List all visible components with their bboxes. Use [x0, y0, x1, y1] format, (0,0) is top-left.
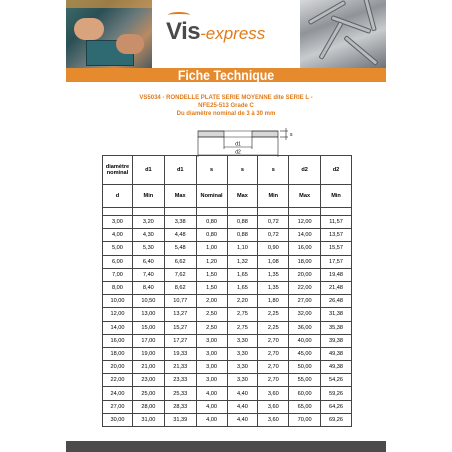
table-cell: 25,33 [164, 387, 196, 400]
header-photo-hands [66, 0, 152, 68]
table-cell: 5,00 [103, 242, 133, 255]
table-cell: 2,70 [258, 361, 289, 374]
table-cell: 4,48 [164, 229, 196, 242]
table-cell: 16,00 [103, 334, 133, 347]
table-cell: 20,00 [289, 268, 321, 281]
table-row [103, 321, 352, 334]
col-header-nominal: diamètre nominal [103, 156, 133, 185]
table-cell: 1,35 [258, 268, 289, 281]
table-cell: 22,00 [103, 374, 133, 387]
table-row [103, 229, 352, 242]
table-row [103, 308, 352, 321]
table-cell: 4,00 [103, 229, 133, 242]
screw-icon [343, 35, 378, 66]
table-cell: 16,00 [289, 242, 321, 255]
table-cell: 19,48 [321, 268, 352, 281]
table-cell: 3,30 [227, 361, 258, 374]
table-cell: 3,30 [227, 347, 258, 360]
table-cell: 8,62 [164, 281, 196, 294]
datasheet-page [66, 0, 386, 452]
table-row [103, 255, 352, 268]
table-cell: 31,00 [132, 413, 164, 426]
product-title-line1: VS5034 - RONDELLE PLATE SERIE MOYENNE dite SERIE L - [139, 95, 313, 101]
table-cell: 69,26 [321, 413, 352, 426]
table-cell: 2,25 [258, 321, 289, 334]
table-cell: 36,00 [289, 321, 321, 334]
col-sub-nominal: Nominal [196, 185, 227, 208]
table-cell: 3,30 [227, 374, 258, 387]
table-cell: 59,26 [321, 387, 352, 400]
table-row [103, 413, 352, 426]
table-cell: 49,38 [321, 361, 352, 374]
table-cell: 1,65 [227, 268, 258, 281]
table-cell: 64,26 [321, 400, 352, 413]
table-cell: 2,70 [258, 374, 289, 387]
table-spacer-row [103, 208, 352, 216]
table-cell: 0,90 [258, 242, 289, 255]
table-cell: 8,00 [103, 281, 133, 294]
footer-bar [66, 441, 386, 452]
table-cell: 21,33 [164, 361, 196, 374]
col-sub-max: Max [164, 185, 196, 208]
table-cell: 4,30 [132, 229, 164, 242]
table-cell: 3,60 [258, 400, 289, 413]
product-title-line3: Du diamètre nominal de 3 à 30 mm [176, 111, 276, 117]
table-cell: 1,65 [227, 281, 258, 294]
table-cell: 15,57 [321, 242, 352, 255]
table-cell: 14,00 [289, 229, 321, 242]
photo-stripe [66, 0, 152, 8]
table-cell: 12,00 [289, 216, 321, 229]
header-photo-screws [300, 0, 386, 68]
table-cell: 18,00 [289, 255, 321, 268]
col-header-d2-max: d2 [289, 156, 321, 185]
table-cell: 4,00 [196, 413, 227, 426]
table-cell: 1,20 [196, 255, 227, 268]
washer-section-right [252, 131, 278, 137]
table-cell: 3,30 [227, 334, 258, 347]
table-cell: 17,27 [164, 334, 196, 347]
table-row [103, 281, 352, 294]
table-cell: 18,00 [103, 347, 133, 360]
table-row [103, 334, 352, 347]
table-cell: 26,48 [321, 295, 352, 308]
table-row [103, 242, 352, 255]
col-header-s-min: s [258, 156, 289, 185]
table-cell: 70,00 [289, 413, 321, 426]
table-cell: 30,00 [103, 413, 133, 426]
table-cell: 31,38 [321, 308, 352, 321]
table-cell: 0,80 [196, 216, 227, 229]
table-cell: 3,00 [196, 374, 227, 387]
table-cell: 65,00 [289, 400, 321, 413]
table-cell: 1,50 [196, 281, 227, 294]
table-cell: 45,00 [289, 347, 321, 360]
d2-label: d2 [235, 149, 241, 156]
table-cell: 4,40 [227, 413, 258, 426]
table-cell: 13,27 [164, 308, 196, 321]
table-cell: 24,00 [103, 387, 133, 400]
col-header-d2-min: d2 [321, 156, 352, 185]
table-cell: 23,33 [164, 374, 196, 387]
table-cell: 22,00 [289, 281, 321, 294]
table-row [103, 361, 352, 374]
col-header-d1-min: d1 [132, 156, 164, 185]
col-sub-min: Min [132, 185, 164, 208]
table-cell: 50,00 [289, 361, 321, 374]
table-cell: 2,00 [196, 295, 227, 308]
table-cell: 20,00 [103, 361, 133, 374]
table-row [103, 295, 352, 308]
table-cell: 0,88 [227, 216, 258, 229]
col-header-s-nominal: s [196, 156, 227, 185]
table-cell: 7,62 [164, 268, 196, 281]
table-cell: 0,80 [196, 229, 227, 242]
table-cell: 1,80 [258, 295, 289, 308]
table-cell: 2,75 [227, 308, 258, 321]
s-label: s [290, 132, 293, 138]
logo-vis: Vis [166, 18, 201, 45]
table-cell: 11,57 [321, 216, 352, 229]
table-cell: 0,88 [227, 229, 258, 242]
header [66, 0, 386, 68]
table-cell: 2,50 [196, 321, 227, 334]
table-cell: 23,00 [132, 374, 164, 387]
table-cell: 31,39 [164, 413, 196, 426]
table-cell: 27,00 [103, 400, 133, 413]
table-cell: 3,00 [196, 347, 227, 360]
table-cell: 2,75 [227, 321, 258, 334]
logo-express: -express [200, 24, 266, 43]
table-cell: 28,33 [164, 400, 196, 413]
table-cell: 7,40 [132, 268, 164, 281]
col-header-d1-max: d1 [164, 156, 196, 185]
table-cell: 25,00 [132, 387, 164, 400]
col-sub-min: Min [258, 185, 289, 208]
table-cell: 1,50 [196, 268, 227, 281]
table-cell: 19,00 [132, 347, 164, 360]
table-cell: 0,72 [258, 229, 289, 242]
table-cell: 28,00 [132, 400, 164, 413]
product-title-line2: NFE25-513 Grade C [198, 103, 254, 109]
table-cell: 3,60 [258, 413, 289, 426]
d1-label: d1 [235, 141, 241, 148]
col-sub-max: Max [289, 185, 321, 208]
table-row [103, 374, 352, 387]
col-sub-max: Max [227, 185, 258, 208]
photo-hand-right [116, 34, 144, 54]
table-cell: 17,57 [321, 255, 352, 268]
col-sub-d: d [103, 185, 133, 208]
table-cell: 13,00 [132, 308, 164, 321]
table-cell: 12,00 [103, 308, 133, 321]
col-sub-min: Min [321, 185, 352, 208]
table-cell: 2,70 [258, 347, 289, 360]
table-cell: 17,00 [132, 334, 164, 347]
table-cell: 40,00 [289, 334, 321, 347]
table-cell: 21,48 [321, 281, 352, 294]
table-cell: 19,33 [164, 347, 196, 360]
table-cell: 3,00 [196, 334, 227, 347]
table-cell: 5,30 [132, 242, 164, 255]
table-cell: 6,00 [103, 255, 133, 268]
dimension-table [102, 155, 352, 427]
table-cell: 15,27 [164, 321, 196, 334]
table-cell: 1,32 [227, 255, 258, 268]
table-cell: 4,40 [227, 400, 258, 413]
table-row [103, 387, 352, 400]
table-cell: 27,00 [289, 295, 321, 308]
table-cell: 6,40 [132, 255, 164, 268]
table-cell: 2,20 [227, 295, 258, 308]
table-cell: 15,00 [132, 321, 164, 334]
table-cell: 49,38 [321, 347, 352, 360]
table-cell: 4,00 [196, 400, 227, 413]
table-cell: 10,00 [103, 295, 133, 308]
table-cell: 32,00 [289, 308, 321, 321]
table-cell: 13,57 [321, 229, 352, 242]
table-cell: 7,00 [103, 268, 133, 281]
banner-title: Fiche Technique [177, 67, 275, 83]
table-cell: 60,00 [289, 387, 321, 400]
table-cell: 8,40 [132, 281, 164, 294]
table-row [103, 268, 352, 281]
table-cell: 4,00 [196, 387, 227, 400]
table-cell: 35,38 [321, 321, 352, 334]
table-cell: 1,10 [227, 242, 258, 255]
table-cell: 5,48 [164, 242, 196, 255]
table-row [103, 347, 352, 360]
table-cell: 10,50 [132, 295, 164, 308]
table-row [103, 216, 352, 229]
screw-icon [318, 21, 343, 60]
table-row [103, 400, 352, 413]
table-cell: 1,00 [196, 242, 227, 255]
table-cell: 14,00 [103, 321, 133, 334]
logo [152, 0, 300, 68]
table-cell: 55,00 [289, 374, 321, 387]
table-cell: 0,72 [258, 216, 289, 229]
logo-text [166, 18, 265, 46]
table-cell: 3,00 [196, 361, 227, 374]
table-cell: 54,26 [321, 374, 352, 387]
photo-hand-left [74, 18, 104, 40]
col-header-s-max: s [227, 156, 258, 185]
table-cell: 6,62 [164, 255, 196, 268]
table-cell: 3,20 [132, 216, 164, 229]
table-cell: 3,60 [258, 387, 289, 400]
table-cell: 21,00 [132, 361, 164, 374]
table-cell: 39,38 [321, 334, 352, 347]
table-cell: 2,50 [196, 308, 227, 321]
table-cell: 4,40 [227, 387, 258, 400]
table-cell: 3,38 [164, 216, 196, 229]
washer-section-left [198, 131, 224, 137]
table-body [103, 208, 352, 427]
table-cell: 3,00 [103, 216, 133, 229]
table-cell: 1,08 [258, 255, 289, 268]
table-cell: 10,77 [164, 295, 196, 308]
table-cell: 2,25 [258, 308, 289, 321]
table-cell: 1,35 [258, 281, 289, 294]
table-cell: 2,70 [258, 334, 289, 347]
